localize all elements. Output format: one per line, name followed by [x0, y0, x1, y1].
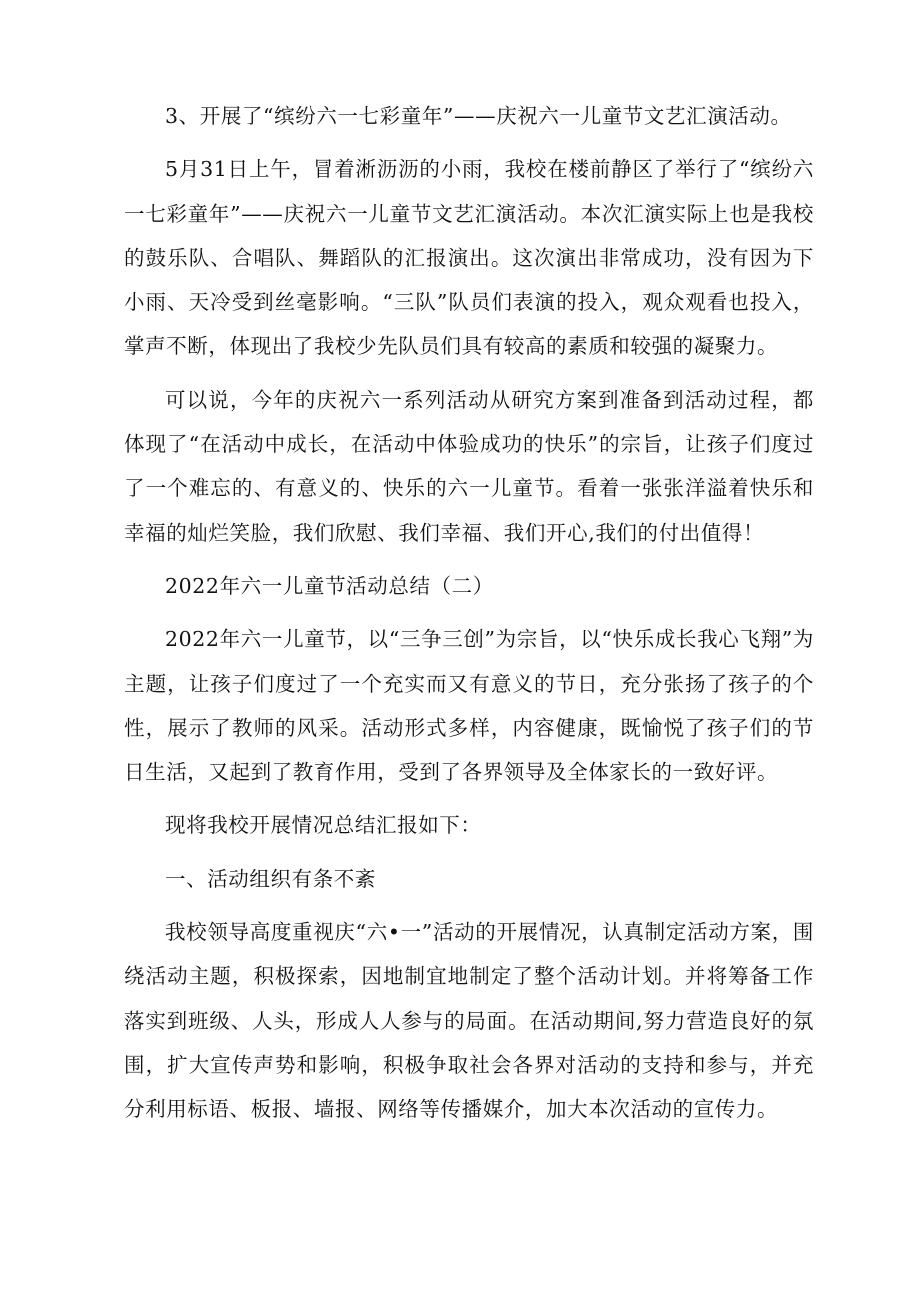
paragraph-gap [124, 794, 814, 803]
paragraph-conclusion: 可以说，今年的庆祝六一系列活动从研究方案到准备到活动过程，都体现了“在活动中成长，在活动中体验成功的快乐”的宗旨，让孩子们度过了一个难忘的、有意义的、快乐的六一儿童节。看着一张张洋溢着快乐和幸福的灿烂笑脸，我们欣慰、我们幸福、我们开心,我们的付出值得！ [124, 387, 814, 545]
paragraph-performance-description: 5月31日上午，冒着淅沥沥的小雨，我校在楼前静区了举行了“缤纷六一七彩童年”——庆祝六一儿童节文艺汇演活动。本次汇演实际上也是我校的鼓乐队、合唱队、舞蹈队的汇报演出。这次演出非常成功，没有因为下小雨、天冷受到丝毫影响。“三队”队员们表演的投入，观众观看也投入，掌声不断，体现出了我校少先队员们具有较高的素质和较强的凝聚力。 [124, 157, 814, 359]
paragraph-gap [124, 369, 814, 378]
paragraph-gap [124, 555, 814, 564]
paragraph-gap [124, 608, 814, 617]
paragraph-organization-details: 我校领导高度重视庆“六•一”活动的开展情况，认真制定活动方案，围绕活动主题，积极探索，因地制宜地制定了整个活动计划。并将筹备工作落实到班级、人头，形成人人参与的局面。在活动期间,努力营造良好的氛围，扩大宣传声势和影响，积极争取社会各界对活动的支持和参与，并充分利用标语、板报、墙报、网络等传播媒介，加大本次活动的宣传力。 [124, 920, 814, 1122]
paragraph-gap [124, 848, 814, 857]
paragraph-report-lead: 现将我校开展情况总结汇报如下： [165, 813, 482, 838]
paragraph-activity-3-heading: 3、开展了“缤纷六一七彩童年”——庆祝六一儿童节文艺汇演活动。 [165, 104, 792, 128]
heading-organization: 一、活动组织有条不紊 [165, 866, 376, 891]
section-title-summary-two: 2022年六一儿童节活动总结（二） [165, 573, 494, 598]
paragraph-gap [124, 901, 814, 910]
paragraph-summary-intro: 2022年六一儿童节，以“三争三创”为宗旨，以“快乐成长我心飞翔”为主题，让孩子们度过了一个充实而又有意义的节日，充分张扬了孩子的个性，展示了教师的风采。活动形式多样，内容健康，既愉悦了孩子们的节日生活，又起到了教育作用，受到了各界领导及全体家长的一致好评。 [124, 627, 814, 785]
paragraph-gap [124, 138, 814, 147]
document-body [124, 94, 814, 1132]
